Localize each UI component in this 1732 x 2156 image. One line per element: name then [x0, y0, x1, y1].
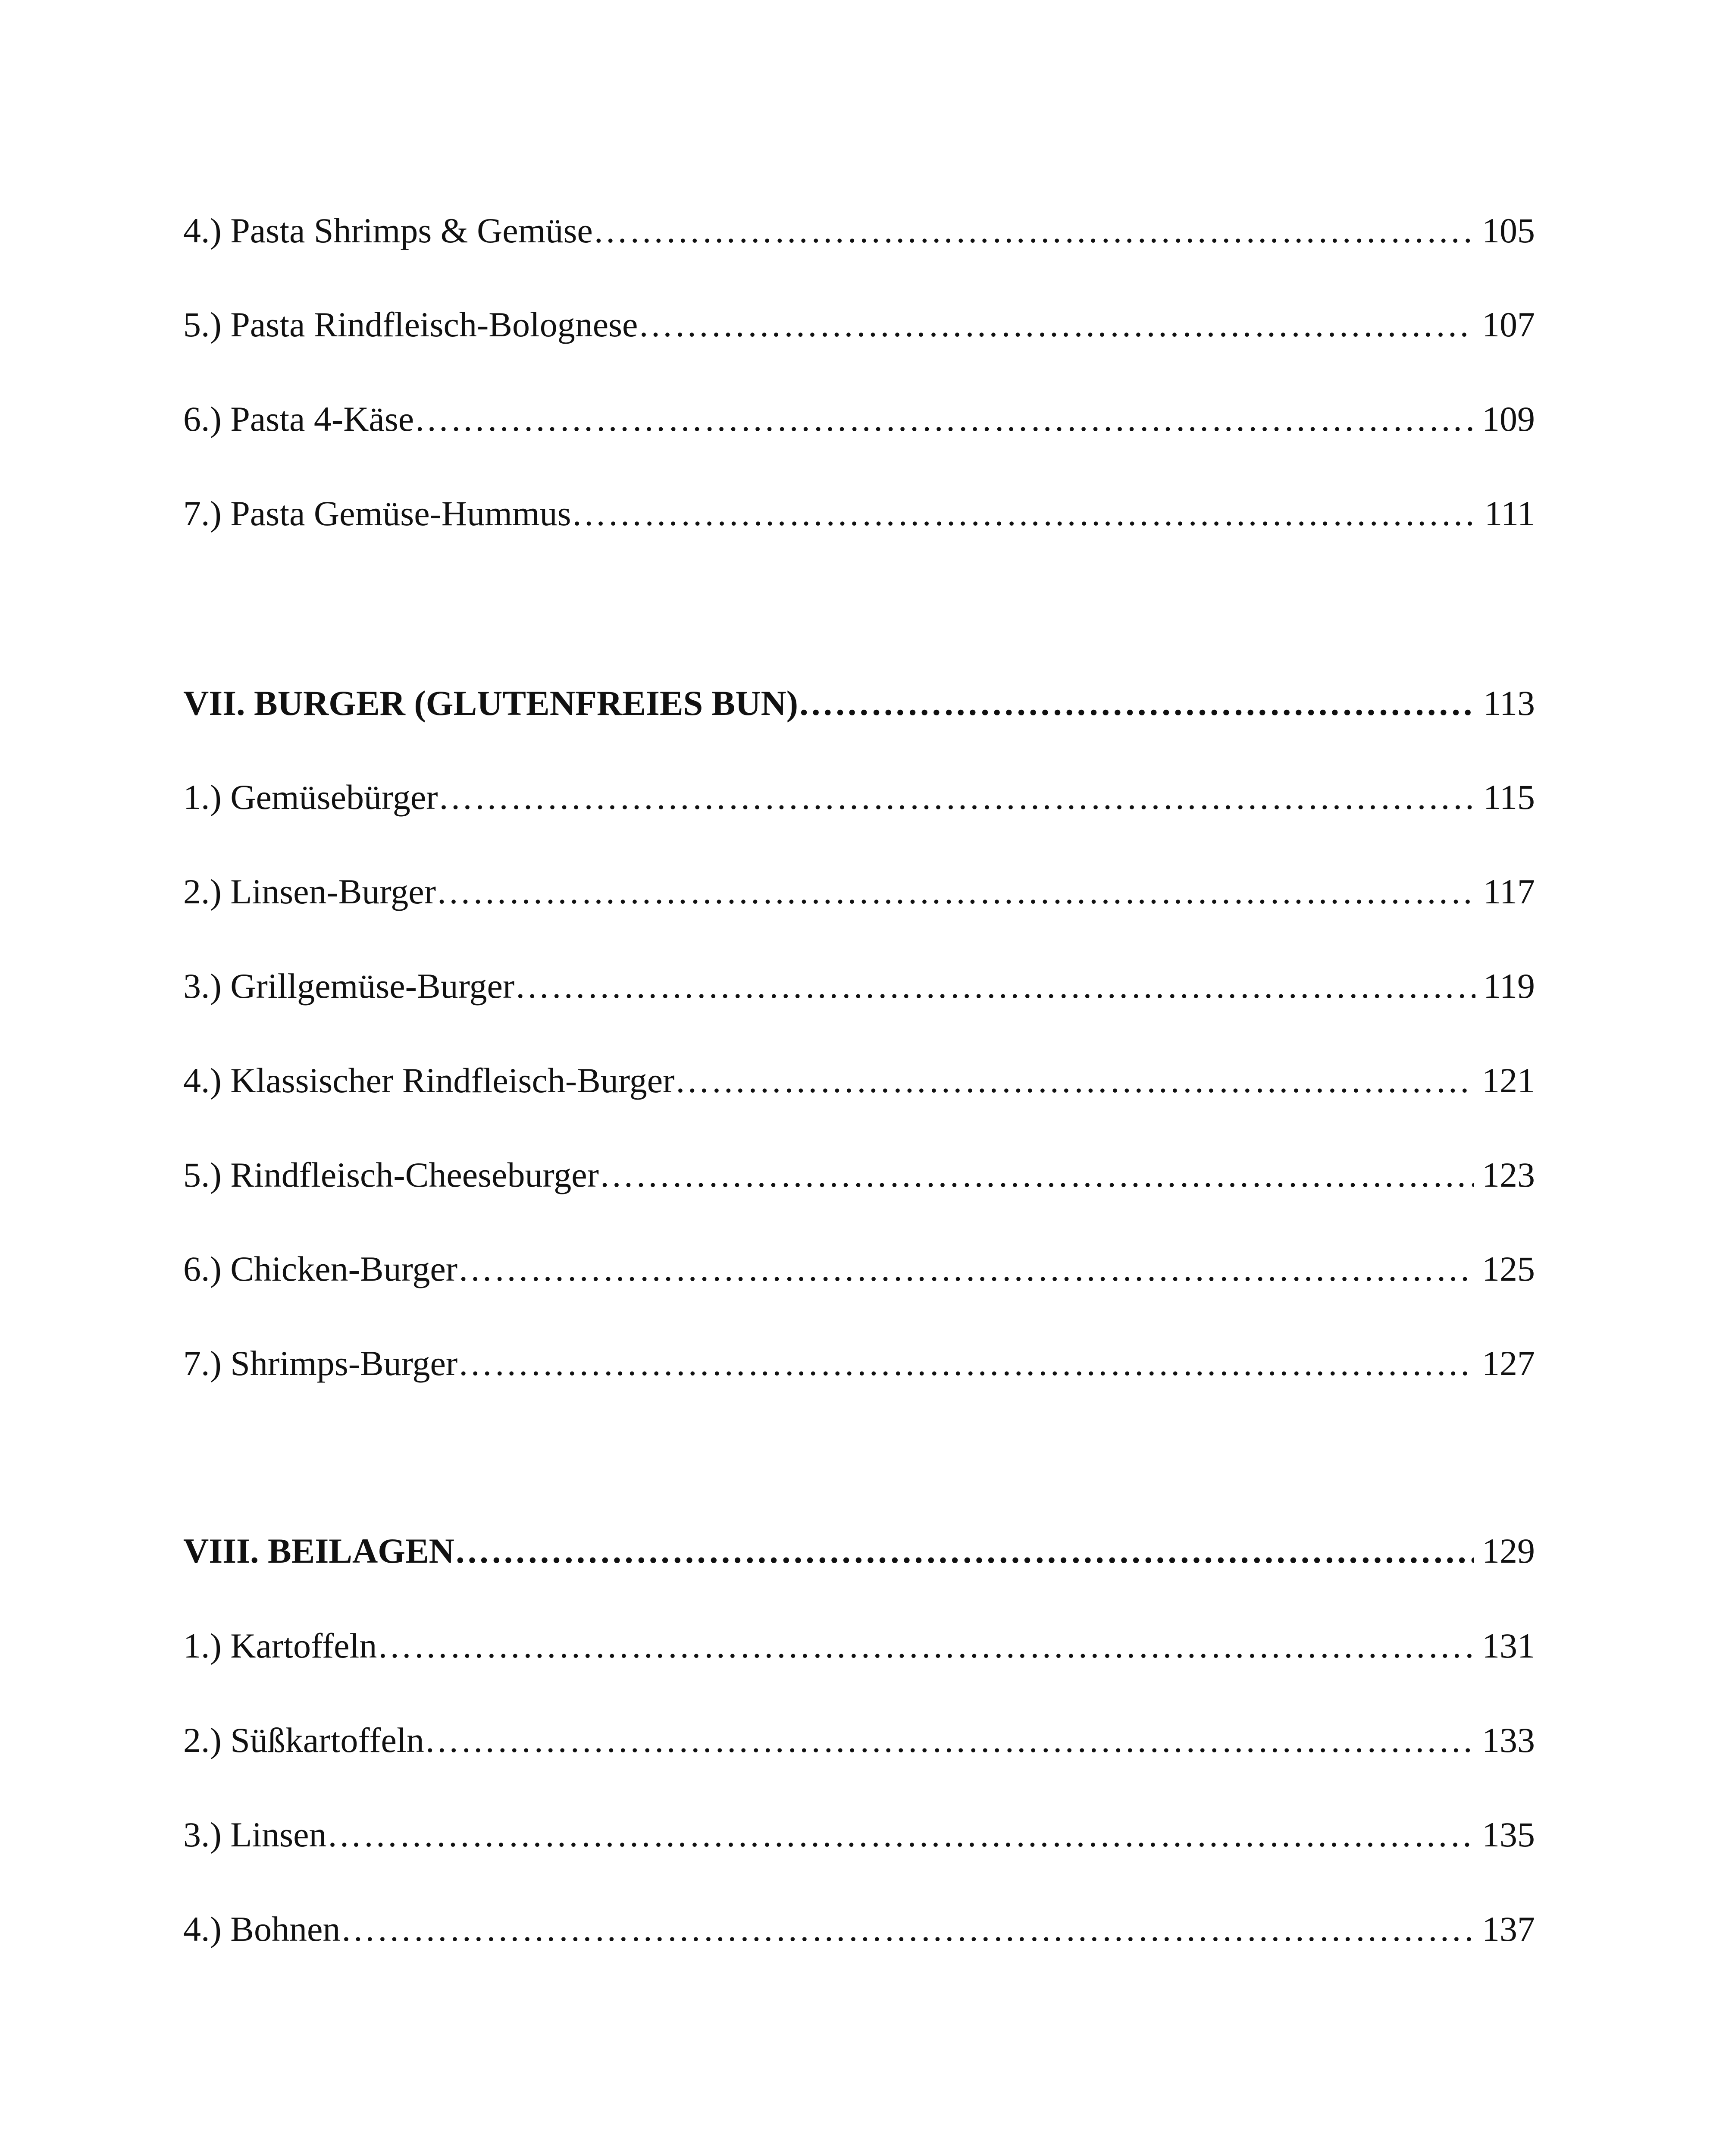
- toc-leader-dots: [457, 1243, 1474, 1295]
- toc-entry-page: 131: [1482, 1626, 1535, 1665]
- toc-entry[interactable]: [183, 1055, 1535, 1106]
- toc-leader-dots: [798, 677, 1475, 729]
- toc-entry-title: 3.) Grillgemüse-Burger: [183, 966, 515, 1006]
- toc-entry-title: 2.) Süßkartoffeln: [183, 1720, 424, 1760]
- toc-entry-title: 4.) Pasta Shrimps & Gemüse: [183, 211, 593, 250]
- toc-leader-dots: [457, 1338, 1474, 1389]
- toc-leader-dots: [340, 1903, 1474, 1955]
- toc-section-page: 113: [1483, 683, 1535, 723]
- toc-entry-title: 7.) Shrimps-Burger: [183, 1344, 458, 1383]
- toc-leader-dots: [414, 393, 1474, 445]
- toc-entry[interactable]: [183, 1243, 1535, 1295]
- toc-entry-title: 5.) Pasta Rindfleisch-Bolognese: [183, 305, 638, 344]
- toc-entry-page: 109: [1482, 399, 1535, 439]
- toc-section-title: VII. BURGER (GLUTENFREIES BUN): [183, 683, 799, 723]
- toc-entry-title: 6.) Chicken-Burger: [183, 1249, 458, 1288]
- toc-entry[interactable]: [183, 771, 1535, 823]
- toc-leader-dots: [438, 771, 1475, 823]
- toc-entry[interactable]: [183, 1149, 1535, 1201]
- toc-leader-dots: [436, 866, 1475, 918]
- toc-entry-page: 107: [1482, 305, 1535, 344]
- toc-entry-title: 2.) Linsen-Burger: [183, 872, 436, 911]
- toc-leader-dots: [514, 960, 1475, 1012]
- toc-entry-page: 137: [1482, 1909, 1535, 1949]
- toc-entry-page: 111: [1485, 494, 1535, 533]
- toc-entry-page: 133: [1482, 1720, 1535, 1760]
- toc-entry[interactable]: [183, 299, 1535, 351]
- toc-entry[interactable]: [183, 393, 1535, 445]
- toc-entry-title: 5.) Rindfleisch-Cheeseburger: [183, 1155, 599, 1194]
- toc-section-page: 129: [1482, 1531, 1535, 1570]
- toc-entry[interactable]: [183, 205, 1535, 257]
- toc-entry[interactable]: [183, 488, 1535, 539]
- toc-leader-dots: [377, 1620, 1474, 1672]
- toc-leader-dots: [599, 1149, 1474, 1201]
- toc-section-title: VIII. BEILAGEN: [183, 1531, 454, 1570]
- toc-entry-page: 125: [1482, 1249, 1535, 1288]
- toc-entry-page: 105: [1482, 211, 1535, 250]
- toc-section-heading[interactable]: [183, 1525, 1535, 1577]
- toc-leader-dots: [454, 1525, 1474, 1577]
- toc-entry-page: 119: [1483, 966, 1535, 1006]
- toc-leader-dots: [326, 1809, 1474, 1861]
- toc-entry[interactable]: [183, 960, 1535, 1012]
- toc-entry-page: 123: [1482, 1155, 1535, 1194]
- toc-leader-dots: [638, 299, 1474, 351]
- toc-entry[interactable]: [183, 1620, 1535, 1672]
- toc-leader-dots: [674, 1055, 1474, 1106]
- toc-entry-page: 127: [1482, 1344, 1535, 1383]
- toc-leader-dots: [571, 488, 1477, 539]
- toc-entry-title: 4.) Bohnen: [183, 1909, 341, 1949]
- toc-entry[interactable]: [183, 866, 1535, 918]
- toc-entry-page: 117: [1483, 872, 1535, 911]
- toc-entry-title: 1.) Gemüsebürger: [183, 777, 438, 817]
- toc-section-heading[interactable]: [183, 677, 1535, 729]
- toc-entry[interactable]: [183, 1809, 1535, 1861]
- toc-entry-title: 6.) Pasta 4-Käse: [183, 399, 414, 439]
- toc-entry-title: 4.) Klassischer Rindfleisch-Burger: [183, 1061, 675, 1100]
- toc-entry[interactable]: [183, 1338, 1535, 1389]
- toc-leader-dots: [424, 1714, 1474, 1766]
- toc-entry[interactable]: [183, 1903, 1535, 1955]
- toc-entry-page: 135: [1482, 1815, 1535, 1854]
- toc-leader-dots: [593, 205, 1474, 257]
- toc-entry-title: 7.) Pasta Gemüse-Hummus: [183, 494, 571, 533]
- toc-entry-page: 121: [1482, 1061, 1535, 1100]
- table-of-contents: [183, 0, 1535, 2156]
- toc-entry-title: 1.) Kartoffeln: [183, 1626, 377, 1665]
- toc-entry-page: 115: [1483, 777, 1535, 817]
- toc-entry-title: 3.) Linsen: [183, 1815, 327, 1854]
- toc-entry[interactable]: [183, 1714, 1535, 1766]
